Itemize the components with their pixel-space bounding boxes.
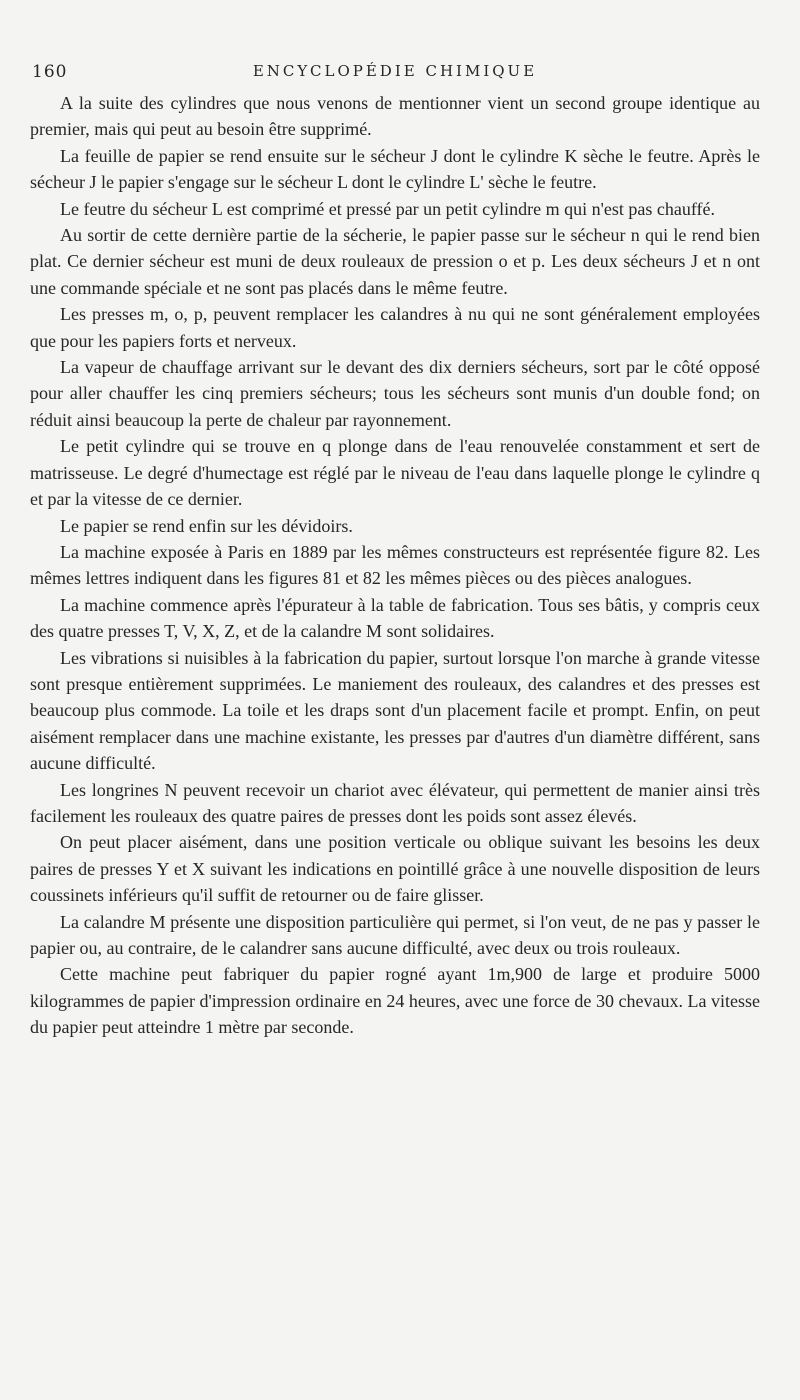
paragraph: A la suite des cylindres que nous venons de mentionner vient un second groupe identique au premier, mais qui peut au besoin être supprimé. (30, 93, 760, 140)
paragraph: La machine exposée à Paris en 1889 par les mêmes constructeurs est représentée figure 82. Les mêmes lettres indiquent dans les figures 81 et 82 les mêmes pièces ou des pièces analogues. (30, 541, 760, 589)
paragraph: Les vibrations si nuisibles à la fabrication du papier, surtout lorsque l'on marche à grande vitesse sont presque entièrement supprimées. Le maniement des rouleaux, des calandres et des presses est beaucoup plus commode. La toile et les draps sont d'un placement facile et prompt. Enfin, on peut aisément remplacer dans une machine existante, les presses par d'autres d'un diamètre différent, sans aucune difficulté. (30, 647, 760, 774)
paragraph: Au sortir de cette dernière partie de la sécherie, le papier passe sur le sécheur n qui le rend bien plat. Ce dernier sécheur est muni de deux rouleaux de pression o et p. Les deux sécheurs J et n ont une commande spéciale et ne sont pas placés dans le même feutre. (30, 225, 760, 298)
paragraph: Le petit cylindre qui se trouve en q plonge dans de l'eau renouvelée constamment et sert de matrisseuse. Le degré d'humectage est réglé par le niveau de l'eau dans laquelle plonge le cylindre q et par la vitesse de ce dernier. (30, 436, 760, 510)
running-title: ENCYCLOPÉDIE CHIMIQUE (252, 62, 538, 80)
paragraph: Les longrines N peuvent recevoir un chariot avec élévateur, qui permettent de manier ainsi très facilement les rouleaux des quatre paires de presses dont les poids sont assez élevés. (30, 779, 760, 826)
paragraph: Le papier se rend enfin sur les dévidoirs. (60, 515, 353, 536)
paragraph: La calandre M présente une disposition particulière qui permet, si l'on veut, de ne pas y passer le papier ou, au contraire, de le calandrer sans aucune difficulté, avec deux ou trois rouleaux. (30, 911, 760, 958)
paragraph: On peut placer aisément, dans une position verticale ou oblique suivant les besoins les deux paires de presses Y et X suivant les indications en pointillé grâce à une nouvelle disposition de leurs coussinets inférieurs qu'il suffit de retourner ou de faire glisser. (30, 832, 760, 906)
page-number: 160 (32, 62, 68, 82)
page-header (30, 56, 760, 86)
paragraph: La feuille de papier se rend ensuite sur le sécheur J dont le cylindre K sèche le feutre. Après le sécheur J le papier s'engage sur le sécheur L dont le cylindre L' sèche le feutre. (30, 145, 760, 193)
paragraph: La vapeur de chauffage arrivant sur le devant des dix derniers sécheurs, sort par le côté opposé pour aller chauffer les cinq premiers sécheurs; tous les sécheurs sont munis d'un double fond; on réduit ainsi beaucoup la perte de chaleur par rayonnement. (30, 357, 760, 430)
paragraph: Cette machine peut fabriquer du papier rogné ayant 1m,900 de large et produire 5000 kilogrammes de papier d'impression ordinaire en 24 heures, avec une force de 30 chevaux. La vitesse du papier peut atteindre 1 mètre par seconde. (30, 964, 760, 1038)
paragraph: Les presses m, o, p, peuvent remplacer les calandres à nu qui ne sont généralement employées que pour les papiers forts et nerveux. (30, 304, 760, 351)
body-text (30, 90, 760, 1041)
paragraph: Le feutre du sécheur L est comprimé et pressé par un petit cylindre m qui n'est pas chauffé. (60, 198, 716, 219)
paragraph: La machine commence après l'épurateur à la table de fabrication. Tous ses bâtis, y compris ceux des quatre presses T, V, X, Z, et de la calandre M sont solidaires. (30, 594, 760, 642)
